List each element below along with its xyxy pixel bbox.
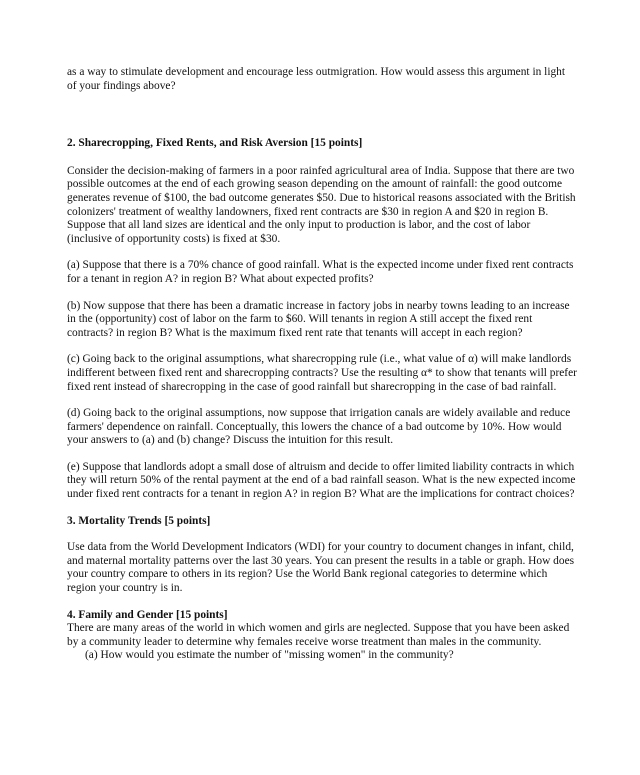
section-2-body: Consider the decision-making of farmers in a poor rainfed agricultural area of India. Suppose that there are two possible outcomes at the end of each growing season depending on the amount of rainfall: the good outcome generates revenue of $100, the bad outcome generates $50. Due to historical reasons associated with the British colonizers' treatment of wealthy landowners, fixed rent contracts are $30 in region A and $20 in region B. Suppose that all land sizes are identical and the only input to production is labor, and the cost of labor (inclusive of opportunity costs) is fixed at $30. [67, 164, 576, 245]
document-page [67, 66, 577, 663]
intro-paragraph: as a way to stimulate development and encourage less outmigration. How would assess this argument in light of your findings above? [67, 66, 566, 92]
section-2-heading: 2. Sharecropping, Fixed Rents, and Risk Aversion [15 points] [67, 137, 363, 150]
section-4-part-a: (a) How would you estimate the number of "missing women" in the community? [85, 649, 454, 662]
section-3-body: Use data from the World Development Indicators (WDI) for your country to document changes in infant, child, and maternal mortality patterns over the last 30 years. You can present the results in a table or graph. How does your country compare to others in its region? Use the World Bank regional categories to determine which region your country is in. [67, 541, 575, 595]
section-2-part-e: (e) Suppose that landlords adopt a small dose of altruism and decide to offer limited liability contracts in which they will return 50% of the rental payment at the end of a bad rainfall season. What is the new expected income under fixed rent contracts for a tenant in region A? in region B? What are the implications for contract choices? [67, 460, 576, 501]
section-2-part-c: (c) Going back to the original assumptions, what sharecropping rule (i.e., what value of α) will make landlords indifferent between fixed rent and sharecropping contracts? Use the resulting α* to show that tenants will prefer fixed rent instead of sharecropping in the case of good rainfall but sharecropping in the case of bad rainfall. [67, 353, 577, 393]
section-4-body: There are many areas of the world in which women and girls are neglected. Suppose that you have been asked by a community leader to determine why females receive worse treatment than males in the community. [67, 622, 570, 648]
section-3-heading: 3. Mortality Trends [5 points] [67, 514, 211, 527]
section-2-part-b: (b) Now suppose that there has been a dramatic increase in factory jobs in nearby towns leading to an increase in the (opportunity) cost of labor on the farm to $60. Will tenants in region A still accept the fixed rent contracts? in region B? What is the maximum fixed rent rate that tenants will accept in each region? [67, 299, 570, 339]
section-2-part-a: (a) Suppose that there is a 70% chance of good rainfall. What is the expected income under fixed rent contracts for a tenant in region A? in region B? What about expected profits? [67, 259, 574, 285]
section-2-part-d: (d) Going back to the original assumptions, now suppose that irrigation canals are widely available and reduce farmers' dependence on rainfall. Conceptually, this lowers the chance of a bad outcome by 10%. How would your answers to (a) and (b) change? Discuss the intuition for this result. [67, 407, 571, 447]
section-4-heading: 4. Family and Gender [15 points] [67, 608, 228, 621]
